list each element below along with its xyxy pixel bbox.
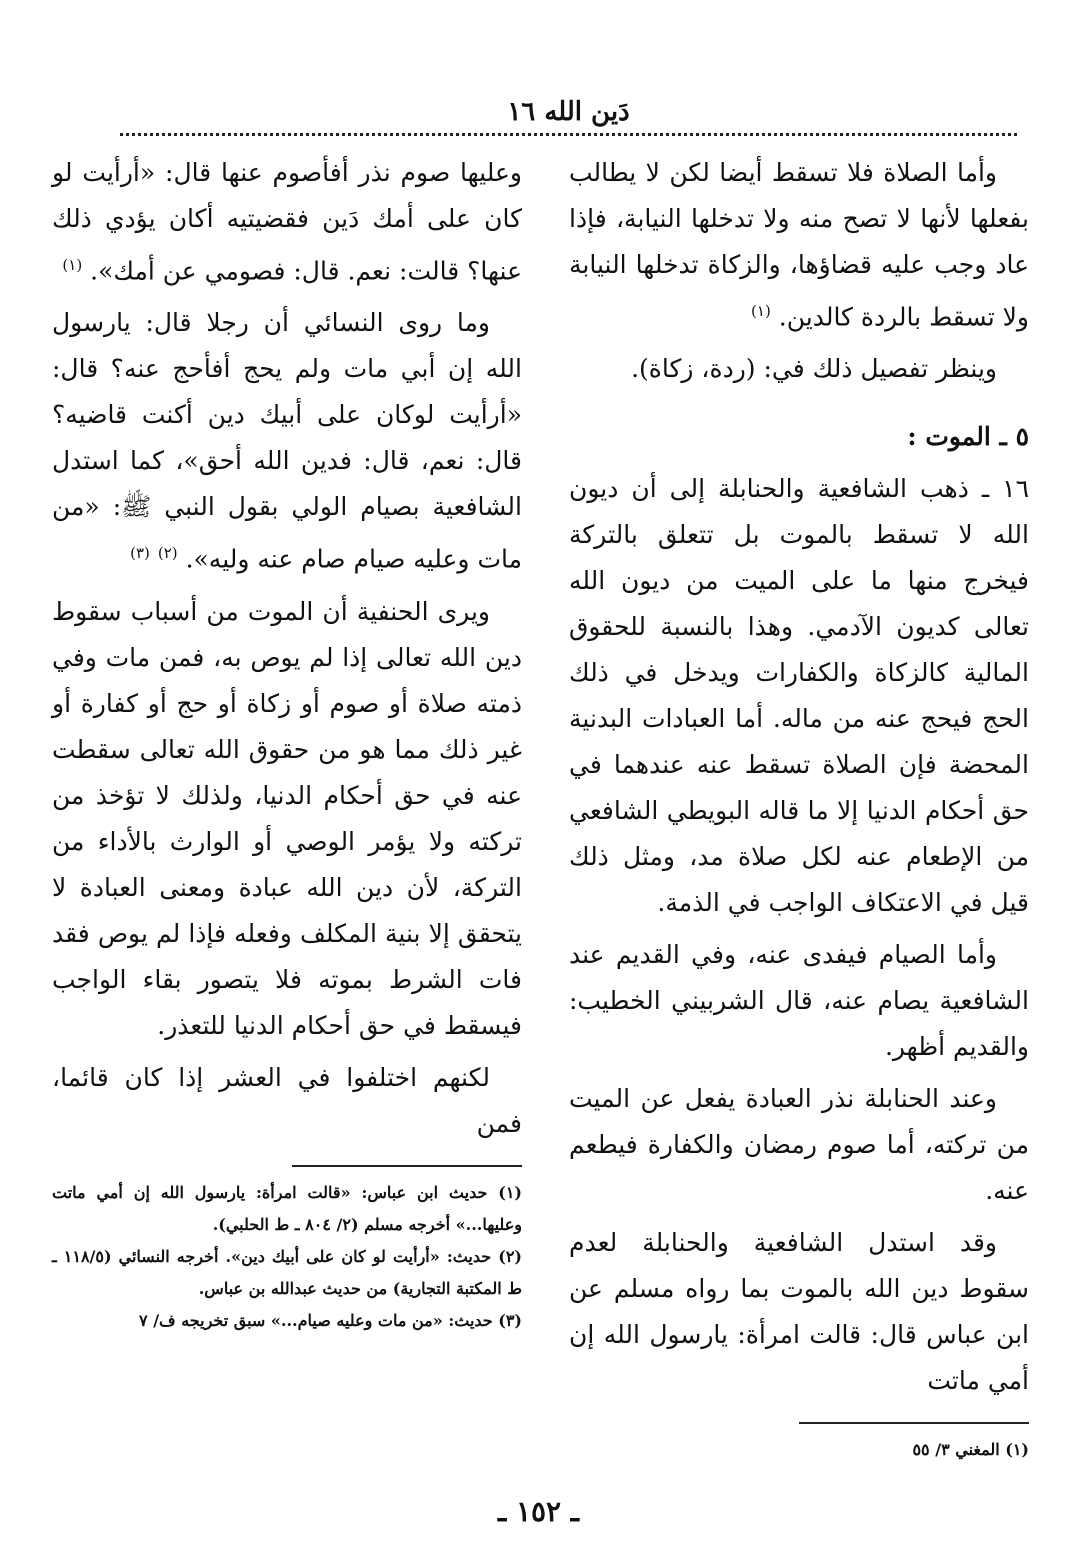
footnote: (٣) حديث: «من مات وعليه صيام...» سبق تخريجه ف/ ٧	[139, 1310, 522, 1330]
section-heading: ٥ ـ الموت :	[907, 422, 1029, 452]
paragraph	[569, 150, 1029, 340]
paragraph: وينظر تفصيل ذلك في: (ردة، زكاة).	[631, 354, 997, 384]
footnote-ref: (١)	[62, 256, 83, 274]
paragraph	[52, 300, 522, 582]
running-header	[120, 92, 1017, 132]
footnotes	[52, 1177, 522, 1337]
footnote: (١) حديث ابن عباس: «قالت امرأة: يارسول الله إن أمي ماتت وعليها...» أخرجه مسلم (٢/ ٨٠٤ ـ ط الحلبي).	[52, 1182, 522, 1234]
paragraph: ١٦ ـ ذهب الشافعية والحنابلة إلى أن ديون الله لا تسقط بالموت بل تتعلق بالتركة فيخرج منها ما على الميت من ديون الله تعالى كديون الآدمي. وهذا بالنسبة للحقوق المالية كالزكاة والكفارات ويدخل في ذلك الحج فيحج عنه من ماله. أما العبادات البدنية المحضة فإن الصلاة تسقط عنه عندهما في حق أحكام الدنيا إلا ما قاله البويطي الشافعي من الإطعام عنه لكل صلاة مد، ومثل ذلك قيل في الاعتكاف الواجب في الذمة.	[569, 474, 1029, 918]
paragraph-text: وما روى النسائي أن رجلا قال: يارسول الله إن أبي مات ولم يحج أفأحج عنه؟ قال: «أرأيت لوكان على أبيك دين أكنت قاضيه؟ قال: نعم، قال: فدين الله أحق»، كما استدل الشافعية بصيام الولي بقول النبي ﷺ: «من مات وعليه صيام صام عنه وليه».	[52, 308, 522, 574]
page-number: ـ ١٥٢ ـ	[497, 1495, 580, 1528]
paragraph	[52, 150, 522, 294]
header-dotted-rule	[120, 133, 1017, 136]
footnote-ref: (٢)	[157, 544, 178, 563]
paragraph-text: وعليها صوم نذر أفأصوم عنها قال: «أرأيت لو كان على أمك دَين فقضيتيه أكان يؤدي ذلك عنها؟ قالت: نعم. قال: فصومي عن أمك».	[52, 158, 522, 286]
footnote-separator	[292, 1165, 522, 1167]
footnote-ref: (١)	[751, 302, 771, 320]
header-title: دَين الله ١٦	[507, 97, 630, 127]
footnote: (٢) حديث: «أرأيت لو كان على أبيك دين». أخرجه النسائي (١١٨/٥ ـ ط المكتبة التجارية) من حديث عبدالله بن عباس.	[52, 1246, 522, 1298]
footnotes	[569, 1434, 1029, 1466]
paragraph-text: وأما الصلاة فلا تسقط أيضا لكن لا يطالب بفعلها لأنها لا تصح منه ولا تدخلها النيابة، فإذا عاد وجب عليه قضاؤها، والزكاة تدخلها النيابة ولا تسقط بالردة كالدين.	[569, 158, 1029, 332]
footnote-separator	[799, 1422, 1029, 1424]
left-column	[52, 150, 522, 1337]
paragraph: وعند الحنابلة نذر العبادة يفعل عن الميت من تركته، أما صوم رمضان والكفارة فيطعم عنه.	[569, 1084, 1029, 1206]
paragraph: ويرى الحنفية أن الموت من أسباب سقوط دين الله تعالى إذا لم يوص به، فمن مات وفي ذمته صلاة أو صوم أو زكاة أو حج أو كفارة أو غير ذلك مما هو من حقوق الله تعالى سقطت عنه في حق أحكام الدنيا، ولذلك لا تؤخذ من تركته ولا يؤمر الوصي أو الوارث بالأداء من التركة، لأن دين الله عبادة ومعنى العبادة لا يتحقق إلا بنية المكلف وفعله فإذا لم يوص فقد فات الشرط بموته فلا يتصور بقاء الواجب فيسقط في حق أحكام الدنيا للتعذر.	[52, 596, 522, 1040]
paragraph: وقد استدل الشافعية والحنابلة لعدم سقوط دين الله بالموت بما رواه مسلم عن ابن عباس قال: قالت امرأة: يارسول الله إن أمي ماتت	[569, 1228, 1029, 1396]
paragraph: وأما الصيام فيفدى عنه، وفي القديم عند الشافعية يصام عنه، قال الشربيني الخطيب: والقديم أظهر.	[569, 940, 1029, 1062]
footnote: (١) المغني ٣/ ٥٥	[912, 1440, 1029, 1460]
right-column	[569, 150, 1029, 1466]
footnote-ref: (٣)	[130, 544, 150, 563]
paragraph: لكنهم اختلفوا في العشر إذا كان قائما، فمن	[52, 1062, 522, 1138]
